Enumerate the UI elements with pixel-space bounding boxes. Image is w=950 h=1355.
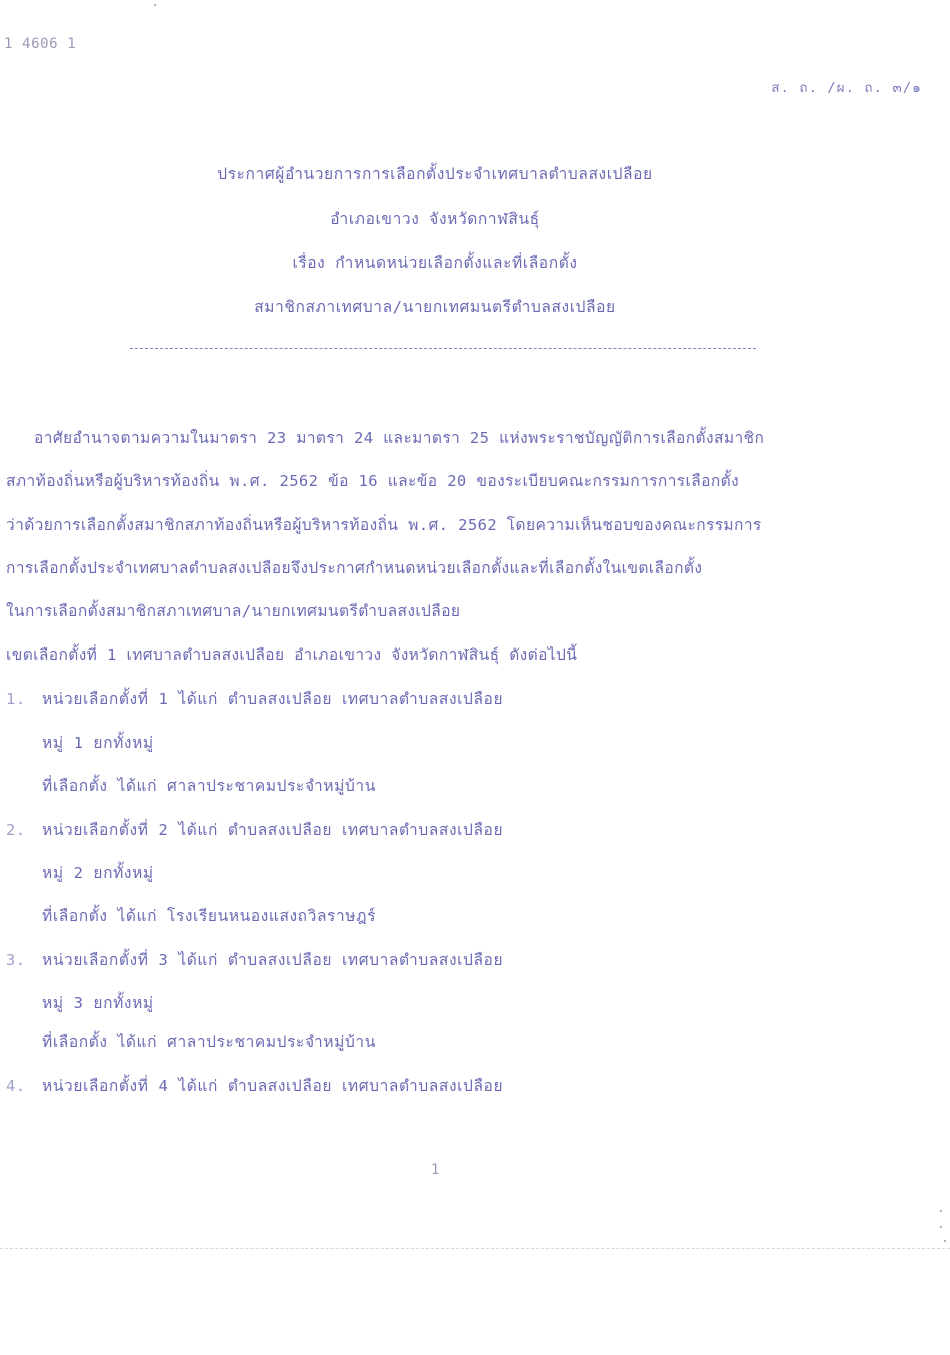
scan-speck [940, 1226, 942, 1228]
unit-3-number: 3. [6, 951, 26, 969]
unit-3-line: หน่วยเลือกตั้งที่ 3 ได้แก่ ตำบลสงเปลือย เทศบาลตำบลสงเปลือย [42, 951, 504, 969]
unit-1-place: ที่เลือกตั้ง ได้แก่ ศาลาประชาคมประจำหมู่บ้าน [42, 777, 376, 795]
body-line-1: อาศัยอำนาจตามความในมาตรา 23 มาตรา 24 และมาตรา 25 แห่งพระราชบัญญัติการเลือกตั้งสมาชิก [34, 429, 765, 447]
title-divider [130, 348, 756, 349]
unit-1-village: หมู่ 1 ยกทั้งหมู่ [42, 734, 154, 752]
body-line-3: ว่าด้วยการเลือกตั้งสมาชิกสภาท้องถิ่นหรือผู้บริหารท้องถิ่น พ.ศ. 2562 โดยความเห็นชอบของคณะกรรมการ [6, 516, 762, 534]
document-id: 1 4606 1 [4, 36, 77, 52]
page-number: 1 [431, 1162, 441, 1178]
title-line-2: อำเภอเขาวง จังหวัดกาฬสินธุ์ [330, 210, 540, 228]
body-line-4: การเลือกตั้งประจำเทศบาลตำบลสงเปลือยจึงประกาศกำหนดหน่วยเลือกตั้งและที่เลือกตั้งในเขตเลือกตั้ง [6, 559, 703, 577]
scan-edge-line [0, 1248, 950, 1249]
body-line-2: สภาท้องถิ่นหรือผู้บริหารท้องถิ่น พ.ศ. 2562 ข้อ 16 และข้อ 20 ของระเบียบคณะกรรมการการเลือกตั้ง [6, 472, 740, 490]
unit-1-line: หน่วยเลือกตั้งที่ 1 ได้แก่ ตำบลสงเปลือย เทศบาลตำบลสงเปลือย [42, 690, 504, 708]
body-line-5: ในการเลือกตั้งสมาชิกสภาเทศบาล/นายกเทศมนตรีตำบลสงเปลือย [6, 602, 461, 620]
unit-2-place: ที่เลือกตั้ง ได้แก่ โรงเรียนหนองแสงถวิลราษฎร์ [42, 907, 377, 925]
title-line-3: เรื่อง กำหนดหน่วยเลือกตั้งและที่เลือกตั้ง [292, 254, 578, 272]
unit-3-place: ที่เลือกตั้ง ได้แก่ ศาลาประชาคมประจำหมู่บ้าน [42, 1033, 376, 1051]
unit-4-number: 4. [6, 1077, 26, 1095]
unit-4-line: หน่วยเลือกตั้งที่ 4 ได้แก่ ตำบลสงเปลือย เทศบาลตำบลสงเปลือย [42, 1077, 504, 1095]
scan-speck [154, 4, 156, 6]
unit-2-village: หมู่ 2 ยกทั้งหมู่ [42, 864, 154, 882]
title-line-1: ประกาศผู้อำนวยการการเลือกตั้งประจำเทศบาลตำบลสงเปลือย [217, 165, 653, 183]
title-line-4: สมาชิกสภาเทศบาล/นายกเทศมนตรีตำบลสงเปลือย [254, 298, 616, 316]
unit-2-line: หน่วยเลือกตั้งที่ 2 ได้แก่ ตำบลสงเปลือย เทศบาลตำบลสงเปลือย [42, 821, 504, 839]
form-code: ส. ถ. /ผ. ถ. ๓/๑ [771, 80, 922, 96]
unit-3-village: หมู่ 3 ยกทั้งหมู่ [42, 994, 154, 1012]
district-line: เขตเลือกตั้งที่ 1 เทศบาลตำบลสงเปลือย อำเภอเขาวง จังหวัดกาฬสินธุ์ ดังต่อไปนี้ [6, 646, 578, 664]
scan-speck [940, 1210, 942, 1212]
unit-2-number: 2. [6, 821, 26, 839]
scan-speck [944, 1240, 946, 1242]
unit-1-number: 1. [6, 690, 26, 708]
